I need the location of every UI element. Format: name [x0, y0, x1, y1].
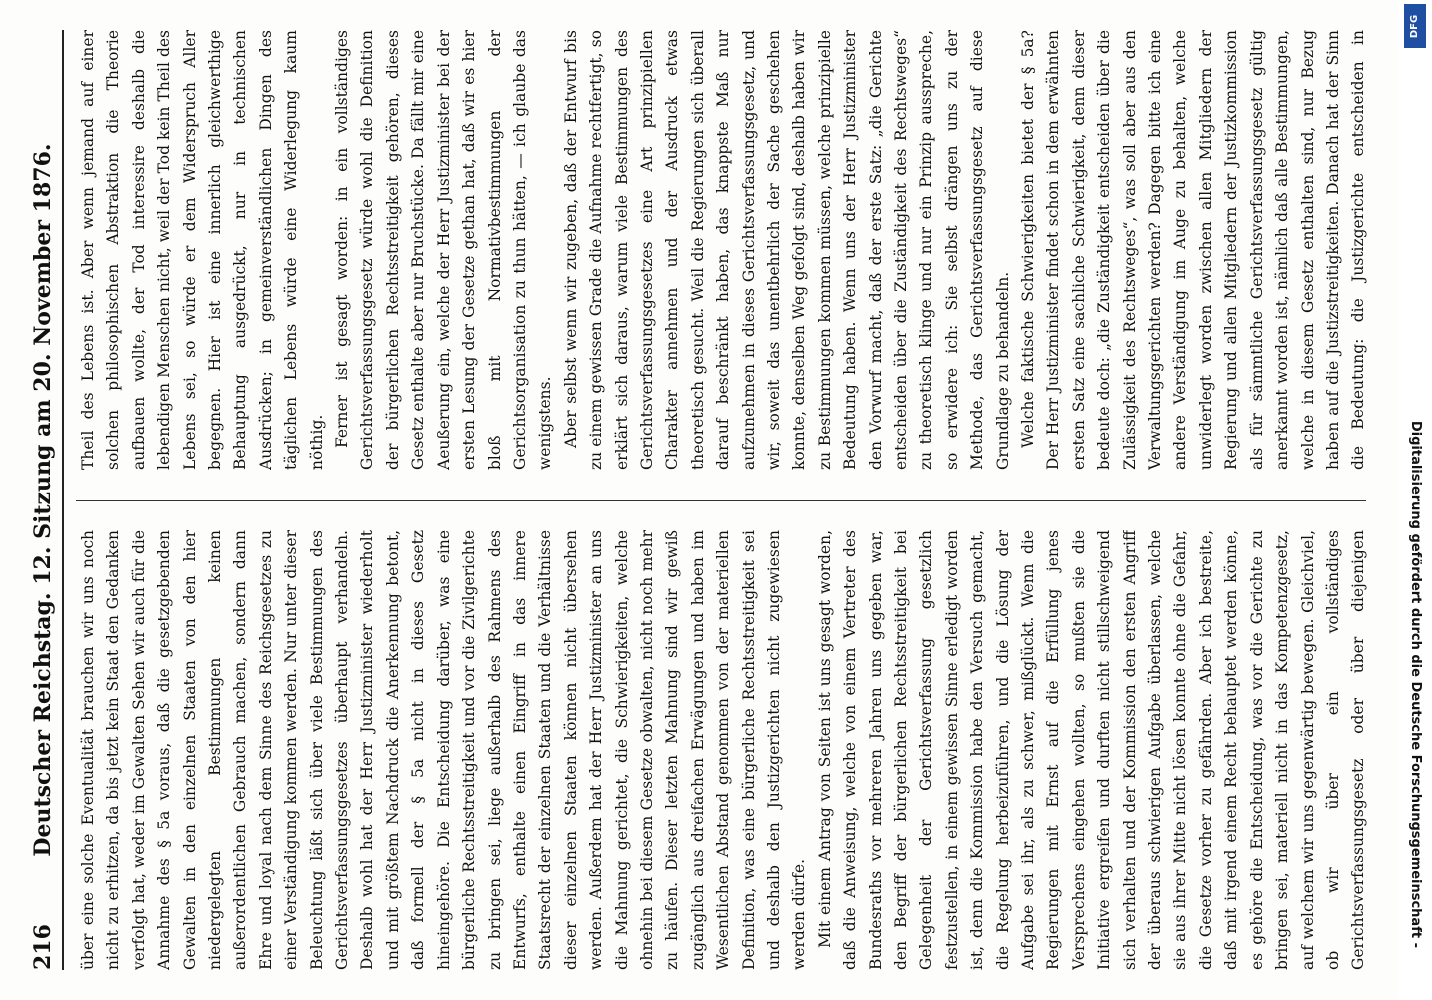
paragraph: Ferner ist gesagt worden: in ein vollständiges Gerichtsverfassungsgesetz würde wohl die Definition der bürgerlichen Rechtsstreitigkeit gehören, dieses Gesetz enthalte aber nur Bruchstücke. Da fällt mir eine Aeußerung ein, welche der Herr Justizminister bei der ersten Lesung der Gesetze gethan hat, daß wir es hier bloß mit Normativbestimmungen der Gerichtsorganisation zu thun hätten, — ich glaube das wenigstens.	[333, 30, 555, 470]
dfg-logo-badge: DFG	[1404, 4, 1426, 48]
running-title: Deutscher Reichstag. 12. Sitzung am 20. November 1876.	[30, 143, 56, 857]
paragraph: Welche faktische Schwierigkeiten bietet der § 5a? Der Herr Justizminister findet schon in dem erwähnten ersten Satz eine sachliche Schwierigkeit, denn dieser bedeute doch: „die Zuständigkeit entscheiden über die Zulässigkeit des Rechtsweges“, was soll aber aus den Verwaltungsgerichten werden? Dagegen bitte ich eine andere Verständigung im Auge zu behalten, welche unwiderlegt worden zwischen allen Mitgliedern der Regierung und allen Mitgliedern der Justizkommission als für sämmtliche Gerichtsverfassungsgesetz gültig anerkannt worden ist, nämlich daß alle Bestimmungen, welche in diesem Gesetz enthalten sind, nur Bezug haben auf die Justizstreitigkeiten. Danach hat der Sinn die Bedeutung: die Justizgerichte entscheiden in	[1019, 30, 1368, 470]
column-divider	[76, 500, 1366, 501]
paragraph: Theil des Lebens ist. Aber wenn jemand auf einer solchen philosophischen Abstraktion die Theorie aufbauen wollte, der Tod interessire deshalb die lebendigen Menschen nicht, weil der Tod kein Theil des Lebens sei, so würde er dem Widerspruch Aller begegnen. Hier ist eine innerlich gleichwerthige Behauptung ausgedrückt, nur in technischen Ausdrücken; in gemeinverständlichen Dingen des täglichen Lebens würde eine Widerlegung kaum nöthig.	[79, 30, 326, 470]
left-text-column	[76, 530, 1376, 970]
paragraph: über eine solche Eventualität brauchen wir uns noch nicht zu erhitzen, da bis jetzt kein Staat den Gedanken verfolgt hat, weder im Gewalten Sehen wir auch für die Annahme des § 5a voraus, daß die gesetzgebenden Gewalten in den einzelnen Staaten von den hier niedergelegten Bestimmungen keinen außerordentlichen Gebrauch machen, sondern dann Ehre und loyal nach dem Sinne des Reichsgesetzes zu einer Verständigung kommen werden. Nur unter dieser Beleuchtung läßt sich über viele Bestimmungen des Gerichtsverfassungsgesetzes überhaupt verhandeln. Deshalb wohl hat der Herr Justizminister wiederholt und mit größtem Nachdruck die Anerkennung betont, daß formell der § 5a nicht in dieses Gesetz hineingehöre. Die Entscheidung darüber, was eine bürgerliche Rechtsstreitigkeit und vor die Zivilgerichte zu bringen sei, liege außerhalb des Rahmens des Entwurfs, enthalte einen Eingriff in das innere Staatsrecht der einzelnen Staaten und die Verhältnisse dieser einzelnen Staaten können nicht übersehen werden. Außerdem hat der Herr Justizminister an uns die Mahnung gerichtet, die Schwierigkeiten, welche ohnehin bei diesem Gesetze obwalten, nicht noch mehr zu häufen. Dieser letzten Mahnung sind wir gewiß zugänglich aus dreifachen Erwägungen und haben im Wesentlichen Abstand genommen von der materiellen Definition, was eine bürgerliche Rechtsstreitigkeit sei und deshalb den Justizgerichten nicht zugewiesen werden dürfe.	[79, 530, 809, 970]
digitization-credit-text: Digitalisierung gefördert durch die Deutsche Forschungsgemeinschaft -	[1408, 420, 1423, 948]
paragraph: Aber selbst wenn wir zugeben, daß der Entwurf bis zu einem gewissen Grade die Aufnahme rechtfertigt, so erklärt sich daraus, warum viele Bestimmungen des Gerichtsverfassungsgesetzes eine Art prinzipiellen Charakter annehmen und der Ausdruck etwas theoretisch gesucht. Weil die Regierungen sich überall darauf beschränkt haben, das knappste Maß nur aufzunehmen in dieses Gerichtsverfassungsgesetz, und wir, soweit das unentbehrlich der Sache geschehen konnte, denselben Weg gefolgt sind, deshalb haben wir zu Bestimmungen kommen müssen, welche prinzipielle Bedeutung haben. Wenn uns der Herr Justizminister den Vorwurf macht, daß der erste Satz: „die Gerichte entscheiden über die Zuständigkeit des Rechtsweges“ zu theoretisch klinge und nur ein Prinzip ausspreche, so erwidere ich: Sie selbst drängen uns zu der Methode, das Gerichtsverfassungsgesetz auf diese Grundlage zu behandeln.	[561, 30, 1012, 470]
digitization-credit-strip	[1398, 0, 1432, 1000]
page-number: 216	[30, 924, 56, 970]
page-header	[22, 30, 64, 970]
paragraph: Mit einem Antrag von Seiten ist uns gesagt worden, daß die Anweisung, welche von einem Vertreter des Bundesraths vor mehreren Jahren uns gegeben war, den Begriff der bürgerlichen Rechtsstreitigkeit bei Gelegenheit der Gerichtsverfassung gesetzlich festzustellen, in einem gewissen Sinne erledigt worden ist, denn die Kommission habe den Versuch gemacht, die Regelung herbeizuführen, und die Lösung der Aufgabe sei ihr, als zu schwer, mißglückt. Wenn die Regierungen mit Ernst auf die Erfüllung jenes Versprechens eingehen wollten, so mußten sie die Initiative ergreifen und durften nicht stillschweigend sich verhalten und der Kommission den ersten Angriff der überaus schwierigen Aufgabe überlassen, welche sie aus ihrer Mitte nicht lösen konnte ohne die Gefahr, die Gesetze vorher zu gefährden. Aber ich bestreite, daß mit irgend einem Recht behauptet werden könne, es gehöre die Entscheidung, was vor die Gerichte zu bringen sei, materiell nicht in das Kompetenzgesetz, auf welchem wir uns gegenwärtig bewegen. Gleichviel, ob wir über ein vollständiges Gerichtsverfassungsgesetz oder über diejenigen	[815, 530, 1368, 970]
right-text-column	[76, 30, 1376, 470]
